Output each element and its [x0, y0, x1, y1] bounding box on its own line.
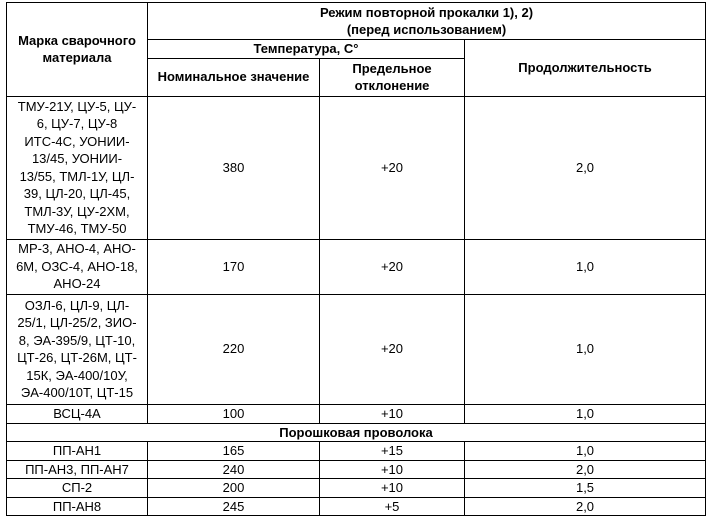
section-title: Порошковая проволока: [7, 423, 706, 442]
material-cell: ПП-АН8: [7, 497, 148, 516]
rebake-mode-table: [6, 2, 706, 516]
header-nominal: Номинальное значение: [148, 58, 320, 96]
duration-cell: 1,0: [465, 239, 706, 294]
table-row: [7, 404, 706, 423]
table-row: [7, 442, 706, 461]
nominal-cell: 220: [148, 294, 320, 404]
material-cell: ТМУ-21У, ЦУ-5, ЦУ- 6, ЦУ-7, ЦУ-8 ИТС-4С, УОНИИ- 13/45, УОНИИ- 13/55, ТМЛ-1У, ЦЛ- 39, ЦЛ-20, ЦЛ-45, ТМЛ-3У, ЦУ-2ХМ, ТМУ-46, ТМУ-50: [7, 96, 148, 239]
table-row: [7, 497, 706, 516]
table-row: [7, 294, 706, 404]
table-row: [7, 460, 706, 479]
header-material: Марка сварочного материала: [7, 3, 148, 97]
material-cell: МР-3, АНО-4, АНО- 6М, ОЗС-4, АНО-18, АНО-24: [7, 239, 148, 294]
material-cell: ПП-АН3, ПП-АН7: [7, 460, 148, 479]
nominal-cell: 240: [148, 460, 320, 479]
material-cell: ВСЦ-4А: [7, 404, 148, 423]
nominal-cell: 380: [148, 96, 320, 239]
header-temperature: Температура, С°: [148, 40, 465, 59]
header-mode: [148, 3, 706, 40]
deviation-cell: +20: [320, 239, 465, 294]
deviation-cell: +20: [320, 96, 465, 239]
duration-cell: 1,0: [465, 442, 706, 461]
deviation-cell: +5: [320, 497, 465, 516]
table-row: [7, 239, 706, 294]
section-row: [7, 423, 706, 442]
deviation-cell: +10: [320, 479, 465, 498]
deviation-cell: +10: [320, 404, 465, 423]
material-cell: ПП-АН1: [7, 442, 148, 461]
deviation-cell: +15: [320, 442, 465, 461]
header-mode-line2: (перед использованием): [346, 22, 507, 37]
material-cell: ОЗЛ-6, ЦЛ-9, ЦЛ- 25/1, ЦЛ-25/2, ЗИО- 8, ЭА-395/9, ЦТ-10, ЦТ-26, ЦТ-26М, ЦТ- 15К, ЭА-400/10У, ЭА-400/10Т, ЦТ-15: [7, 294, 148, 404]
deviation-cell: +10: [320, 460, 465, 479]
duration-cell: 1,5: [465, 479, 706, 498]
nominal-cell: 200: [148, 479, 320, 498]
header-deviation: Предельное отклонение: [320, 58, 465, 96]
table-row: [7, 479, 706, 498]
header-row-1: [7, 3, 706, 40]
duration-cell: 1,0: [465, 404, 706, 423]
nominal-cell: 170: [148, 239, 320, 294]
duration-cell: 1,0: [465, 294, 706, 404]
duration-cell: 2,0: [465, 497, 706, 516]
header-mode-line1: Режим повторной прокалки 1), 2): [319, 4, 534, 20]
nominal-cell: 165: [148, 442, 320, 461]
nominal-cell: 100: [148, 404, 320, 423]
material-cell: СП-2: [7, 479, 148, 498]
duration-cell: 2,0: [465, 96, 706, 239]
header-duration: Продолжительность: [465, 40, 706, 97]
table-row: [7, 96, 706, 239]
deviation-cell: +20: [320, 294, 465, 404]
nominal-cell: 245: [148, 497, 320, 516]
duration-cell: 2,0: [465, 460, 706, 479]
